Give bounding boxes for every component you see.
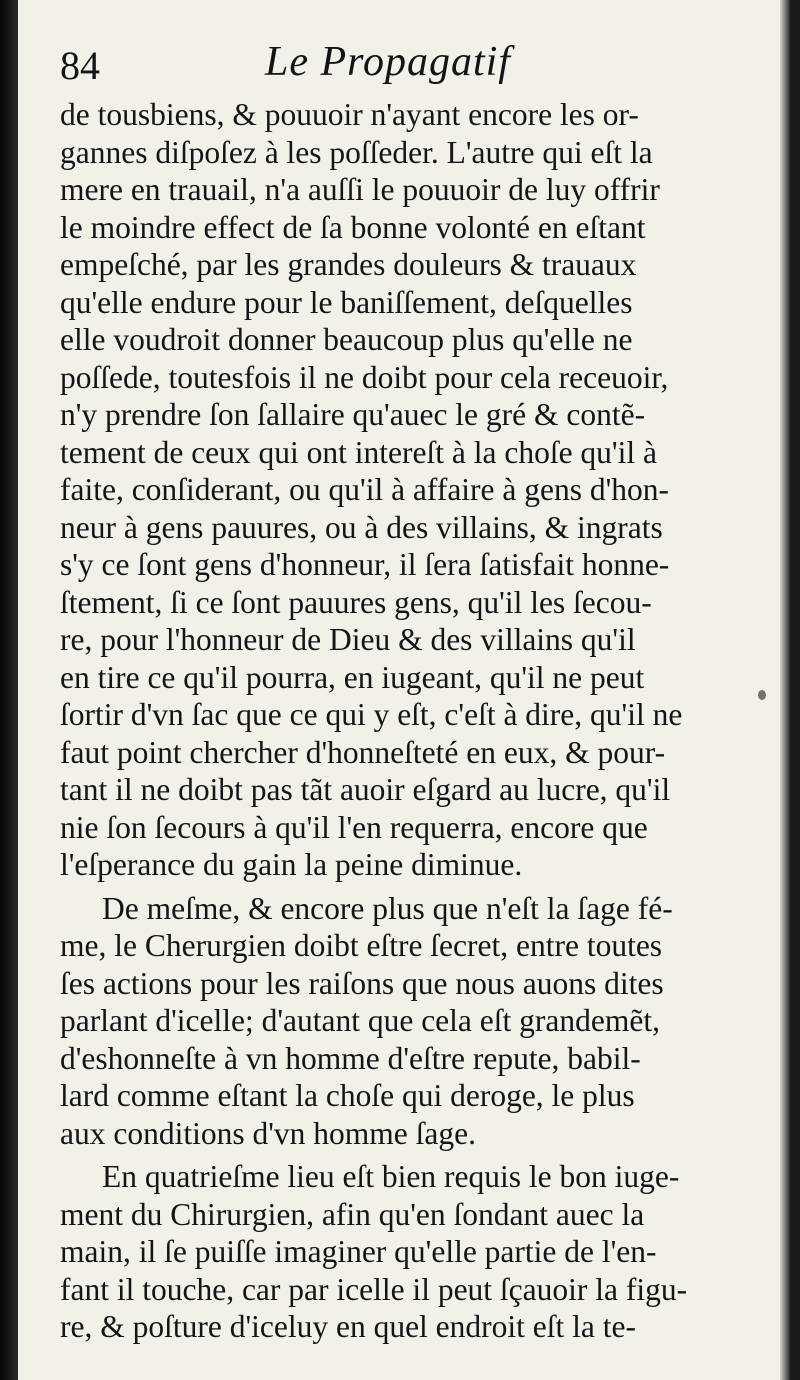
text-line: En quatrieſme lieu eſt bien requis le bon iuge- <box>102 1159 680 1194</box>
text-line: nie ſon ſecours à qu'il l'en requerra, encore que <box>60 809 648 845</box>
text-line: mere en trauail, n'a auſſi le pouuoir de luy offrir <box>60 172 660 207</box>
text-line: qu'elle endure pour le baniſſement, deſquelles <box>60 284 633 320</box>
text-line: ſtement, ſi ce ſont pauures gens, qu'il les ſecou- <box>60 584 652 620</box>
text-line: re, pour l'honneur de Dieu & des villains qu'il <box>60 622 636 657</box>
text-line: fant il touche, car par icelle il peut ſçauoir la figu- <box>60 1271 688 1307</box>
text-line: faut point chercher d'honneſteté en eux, & pour- <box>60 734 666 770</box>
text-line: poſſede, toutesfois il ne doibt pour cela receuoir, <box>60 359 669 395</box>
text-line: empeſché, par les grandes douleurs & trauaux <box>60 247 637 282</box>
text-line: ſes actions pour les raiſons que nous auons dites <box>60 965 664 1001</box>
text-line: ment du Chirurgien, afin qu'en ſondant auec la <box>60 1196 645 1232</box>
text-line: le moindre effect de ſa bonne volonté en eſtant <box>60 209 646 245</box>
text-line: l'eſperance du gain la peine diminue. <box>60 847 523 882</box>
text-line: tant il ne doibt pas tãt auoir eſgard au lucre, qu'il <box>60 772 671 807</box>
text-line: neur à gens pauures, ou à des villains, & ingrats <box>60 509 663 545</box>
page-gutter-shadow <box>0 0 18 1380</box>
text-line: re, & poſture d'iceluy en quel endroit eſt la te- <box>60 1309 636 1344</box>
paragraph <box>60 1158 750 1346</box>
text-line: n'y prendre ſon ſallaire qu'auec le gré & contẽ- <box>60 397 646 432</box>
text-line: de tousbiens, & pouuoir n'ayant encore les or- <box>60 97 639 132</box>
page-edge-shadow <box>780 0 790 1380</box>
book-page <box>18 0 790 1380</box>
paragraph <box>60 890 750 1153</box>
text-line: en tire ce qu'il pourra, en iugeant, qu'il ne peut <box>60 659 645 695</box>
text-line: faite, conſiderant, ou qu'il à affaire à gens d'hon- <box>60 472 670 507</box>
text-line: main, il ſe puiſſe imaginer qu'elle partie de l'en- <box>60 1234 657 1269</box>
text-line: elle voudroit donner beaucoup plus qu'elle ne <box>60 322 633 357</box>
page-header <box>60 38 740 94</box>
text-line: aux conditions d'vn homme ſage. <box>60 1115 476 1151</box>
ink-spot <box>758 690 766 700</box>
text-line: me, le Cherurgien doibt eſtre ſecret, entre toutes <box>60 928 663 963</box>
text-line: tement de ceux qui ont intereſt à la choſe qu'il à <box>60 434 657 470</box>
text-line: s'y ce ſont gens d'honneur, il ſera ſatisfait honne- <box>60 547 670 582</box>
text-line: lard comme eſtant la choſe qui deroge, le plus <box>60 1078 635 1113</box>
text-line: parlant d'icelle; d'autant que cela eſt grandemẽt, <box>60 1003 660 1038</box>
page-body-text <box>60 96 750 1346</box>
text-line: De meſme, & encore plus que n'eſt la ſage fé- <box>102 890 673 926</box>
page-number: 84 <box>60 43 100 88</box>
text-line: gannes diſpoſez à les poſſeder. L'autre qui eſt la <box>60 134 653 170</box>
text-line: d'eshonneſte à vn homme d'eſtre repute, babil- <box>60 1040 641 1076</box>
text-line: ſortir d'vn ſac que ce qui y eſt, c'eſt à dire, qu'il ne <box>60 697 683 732</box>
paragraph <box>60 96 750 884</box>
running-title: Le Propagatif <box>265 39 511 85</box>
